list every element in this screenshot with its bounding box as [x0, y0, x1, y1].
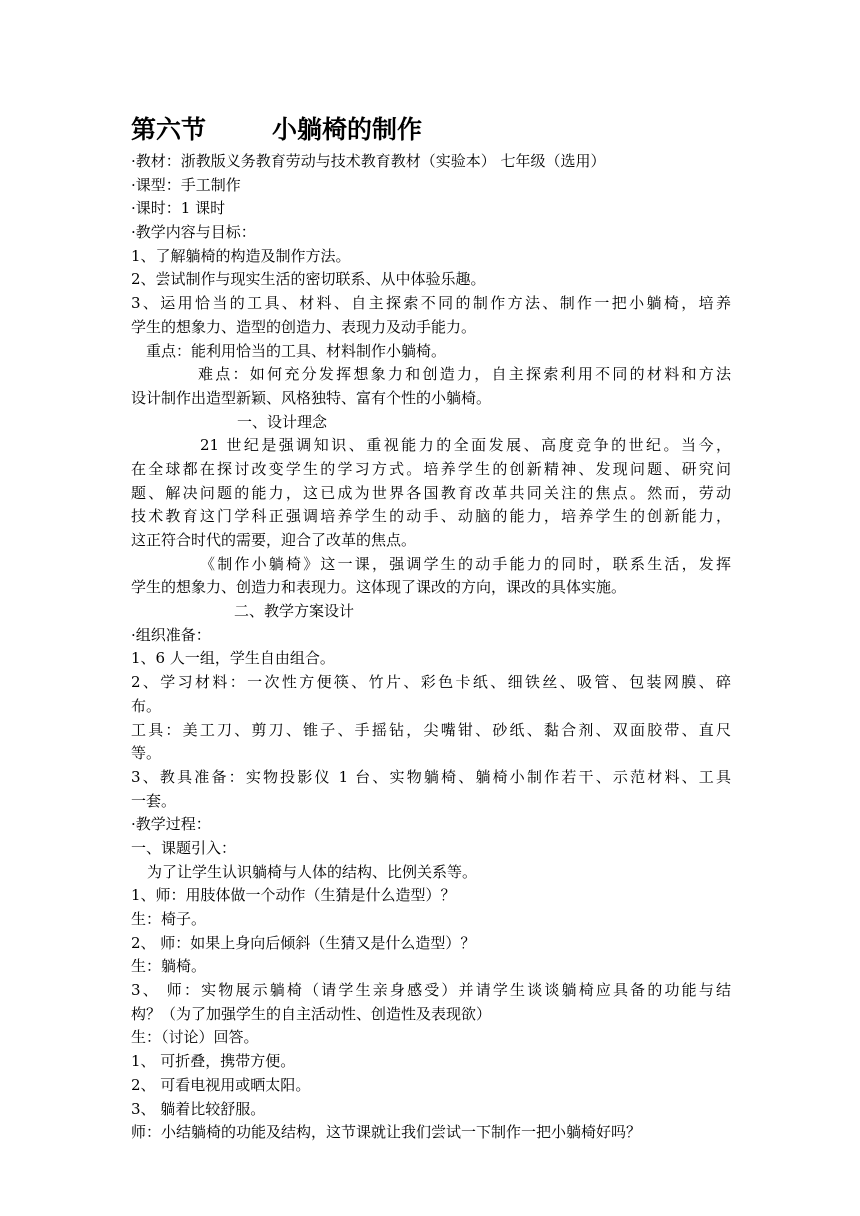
dialogue-line: 2、 师：如果上身向后倾斜（生猜又是什么造型）？	[131, 933, 476, 952]
dialogue-line-continued: 构？（为了加强学生的自主活动性、创造性及表现欲）	[131, 1004, 492, 1023]
goal-item: 2、尝试制作与现实生活的密切联系、从中体验乐趣。	[131, 270, 486, 289]
answer-item: 2、 可看电视用或晒太阳。	[131, 1075, 311, 1094]
tools-line: 工具：美工刀、剪刀、锥子、手摇钻，尖嘴钳、砂纸、黏合剂、双面胶带、直尺	[131, 720, 731, 739]
paragraph-line: 这正符合时代的需要，迎合了改革的焦点。	[131, 531, 417, 549]
content-goals-heading: ·教学内容与目标：	[131, 223, 256, 242]
document-body	[131, 150, 731, 1145]
preparation-item-continued: 布。	[131, 696, 162, 715]
teaching-process-heading: ·教学过程：	[131, 815, 211, 834]
preparation-item: 1、6 人一组，学生自由组合。	[131, 649, 335, 668]
difficulty-line: 难点：如何充分发挥想象力和创造力，自主探索利用不同的材料和方法	[198, 365, 731, 384]
dialogue-line: 生：躺椅。	[131, 957, 207, 976]
dialogue-line: 1、师：用肢体做一个动作（生猜是什么造型）？	[131, 886, 456, 905]
section-heading-teaching-plan: 二、教学方案设计	[234, 602, 355, 621]
subsection-heading-introduction: 一、课题引入：	[131, 838, 237, 857]
tools-line-continued: 等。	[131, 744, 162, 763]
preparation-item: 2、学习材料：一次性方便筷、竹片、彩色卡纸、细铁丝、吸管、包装网膜、碎	[131, 673, 731, 692]
answer-item: 3、 躺着比较舒服。	[131, 1099, 266, 1118]
paragraph-line: 在全球都在探讨改变学生的学习方式。培养学生的创新精神、发现问题、研究问	[131, 459, 731, 478]
paragraph-line: 《制作小躺椅》这一课，强调学生的动手能力的同时，联系生活，发挥	[200, 554, 731, 573]
preparation-item-continued: 一套。	[131, 791, 177, 810]
goal-item: 3、运用恰当的工具、材料、自主探索不同的制作方法、制作一把小躺椅，培养	[131, 294, 731, 313]
page-title	[131, 112, 422, 148]
lesson-type-line: ·课型：手工制作	[131, 175, 241, 194]
title-section-number: 第六节	[131, 115, 207, 144]
answer-item: 1、 可折叠，携带方便。	[131, 1052, 296, 1071]
goal-item-continued: 学生的想象力、造型的创造力、表现力及动手能力。	[131, 317, 477, 336]
dialogue-line: 生：椅子。	[131, 910, 207, 928]
paragraph-line: 技术教育这门学科正强调培养学生的动手、动脑的能力，培养学生的创新能力，	[131, 507, 731, 526]
difficulty-line-continued: 设计制作出造型新颖、风格独特、富有个性的小躺椅。	[131, 388, 492, 407]
section-heading-design-concept: 一、设计理念	[237, 412, 328, 431]
paragraph-line: 21 世纪是强调知识、重视能力的全面发展、高度竞争的世纪。当今，	[200, 436, 731, 455]
dialogue-line: 3、 师：实物展示躺椅（请学生亲身感受）并请学生谈谈躺椅应具备的功能与结	[131, 981, 731, 1000]
textbook-line: ·教材：浙教版义务教育劳动与技术教育教材（实验本） 七年级（选用）	[131, 152, 606, 170]
paragraph-line: 学生的想象力、创造力和表现力。这体现了课改的方向，课改的具体实施。	[131, 578, 627, 597]
goal-item: 1、了解躺椅的构造及制作方法。	[131, 246, 351, 265]
lesson-hours-line: ·课时：1 课时	[131, 199, 226, 218]
paragraph-line: 题、解决问题的能力，这已成为世界各国教育改革共同关注的焦点。然而，劳动	[131, 483, 731, 502]
dialogue-line: 师：小结躺椅的功能及结构，这节课就让我们尝试一下制作一把小躺椅好吗？	[131, 1123, 642, 1142]
dialogue-line: 生：（讨论）回答。	[131, 1028, 259, 1047]
organization-heading: ·组织准备：	[131, 625, 211, 644]
preparation-item: 3、教具准备：实物投影仪 1 台、实物躺椅、躺椅小制作若干、示范材料、工具	[131, 767, 731, 786]
key-point-line: 重点：能利用恰当的工具、材料制作小躺椅。	[146, 341, 447, 360]
title-lesson-name: 小躺椅的制作	[272, 115, 423, 144]
introduction-line: 为了让学生认识躺椅与人体的结构、比例关系等。	[147, 862, 478, 881]
